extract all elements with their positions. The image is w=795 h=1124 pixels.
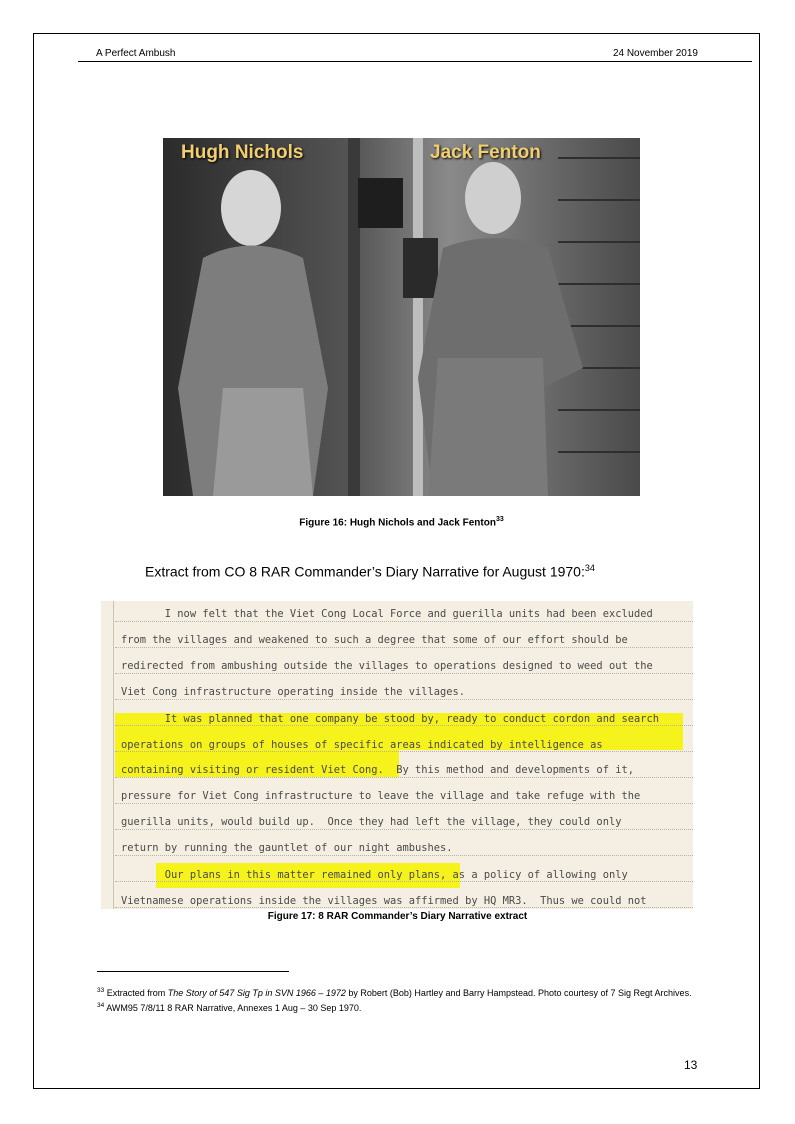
footnote-text: Extracted from [106,988,168,998]
diary-line: It was planned that one company be stood by, ready to conduct cordon and search [121,713,659,725]
extract-heading [145,563,595,580]
diary-line: containing visiting or resident Viet Cong. By this method and developments of it, [121,764,634,776]
footnote-source-title: The Story of 547 Sig Tp in SVN 1966 – 1972 [167,988,346,998]
photo-label-hugh-nichols: Hugh Nichols [181,142,304,163]
photo-illustration [163,138,640,496]
diary-line: Viet Cong infrastructure operating inside the villages. [121,686,466,698]
diary-line: Our plans in this matter remained only plans, as a policy of allowing only [121,869,628,881]
diary-line: operations on groups of houses of specific areas indicated by intelligence as [121,739,603,751]
footnote-number: 33 [97,987,105,994]
extract-heading-text: Extract from CO 8 RAR Commander’s Diary Narrative for August 1970: [145,563,585,580]
header-date: 24 November 2019 [612,48,698,59]
footnote-separator [97,971,289,972]
diary-line: return by running the gauntlet of our night ambushes. [121,842,453,854]
header-title: A Perfect Ambush [96,48,176,59]
footnote-ref-34: 34 [584,563,595,573]
diary-line: I now felt that the Viet Cong Local Force and guerilla units had been excluded [121,608,653,620]
photo-label-jack-fenton: Jack Fenton [430,142,541,163]
photo-hugh-nichols-jack-fenton [163,138,640,496]
footnote-number: 34 [97,1001,105,1009]
diary-line: from the villages and weakened to such a degree that some of our effort should be [121,634,628,646]
diary-line: pressure for Viet Cong infrastructure to leave the village and take refuge with the [121,790,641,802]
diary-extract-image [101,601,693,909]
footnote-text: AWM95 7/8/11 8 RAR Narrative, Annexes 1 Aug – 30 Sep 1970. [106,1002,362,1013]
figure-16-caption-text: Figure 16: Hugh Nichols and Jack Fenton [299,517,496,529]
diary-line: Vietnamese operations inside the villages was affirmed by HQ MR3. Thus we could not [121,895,647,907]
diary-line: guerilla units, would build up. Once they had left the village, they could only [121,816,622,828]
footnote-ref-33: 33 [495,516,504,523]
page-number: 13 [684,1058,698,1072]
footnote-34 [97,1000,697,1015]
figure-16-caption [163,516,640,528]
diary-margin-line [113,601,114,909]
page-header [78,48,752,62]
figure-17-caption: Figure 17: 8 RAR Commander’s Diary Narrative extract [267,911,528,922]
footnotes [97,985,697,1014]
footnote-text: by Robert (Bob) Hartley and Barry Hampstead. Photo courtesy of 7 Sig Regt Archives. [345,988,692,998]
diary-line: redirected from ambushing outside the villages to operations designed to weed out the [121,660,653,672]
footnote-33 [97,985,697,1000]
